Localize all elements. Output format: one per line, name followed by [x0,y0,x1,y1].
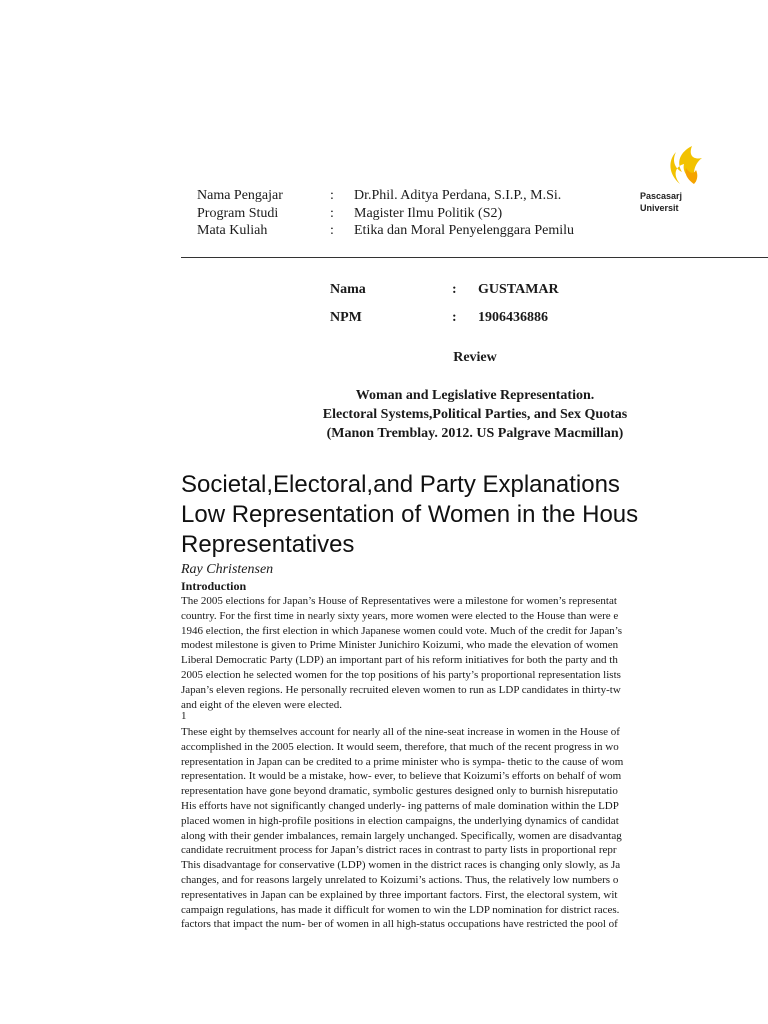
text-line: This disadvantage for conservative (LDP) women in the district races is changing only slowly, as Ja [181,859,621,872]
text-line: factors that impact the num- ber of women in all high-status occupations have restricted the pool of [181,918,618,931]
book-citation: (Manon Tremblay. 2012. US Palgrave Macmillan) [326,426,624,441]
text-line: country. For the first time in nearly sixty years, more women were elected to the House than were e [181,609,619,622]
text-line: representation. It would be a mistake, how- ever, to believe that Koizumi’s efforts on behalf of wom [181,770,622,783]
logo-line-2: Universit [640,203,679,213]
text-line: The 2005 elections for Japan’s House of Representatives were a milestone for women’s representat [181,595,617,607]
student-info [330,276,559,332]
text-line: placed women in high-profile positions in election campaigns, the underlying dynamics of candidat [181,814,619,827]
article-title-line: Representatives [181,531,355,558]
info-label: Mata Kuliah [197,223,268,238]
text-line: 2005 election he selected women for the top positions of his party’s proportional representation lists [181,668,621,681]
info-row-program [197,205,574,223]
student-row-name [330,276,559,304]
flame-logo-icon [662,144,702,188]
text-line: Japan’s eleven regions. He personally recruited eleven women to run as LDP candidates in thirty-tw [181,683,621,696]
course-info [197,187,574,240]
text-line: representation in Japan can be credited to a prime minister who is sympa- thetic to the cause of wom [181,755,624,768]
article-title [181,470,638,560]
text-line: representation have gone beyond dramatic, symbolic gestures designed only to burnish hisreputatio [181,785,618,798]
info-colon: : [330,223,334,238]
student-value: 1906436886 [478,310,548,325]
student-row-npm [330,304,559,332]
text-line: These eight by themselves account for nearly all of the nine-seat increase in women in the House of [181,726,620,738]
book-subtitle: Electoral Systems,Political Parties, and Sex Quotas [322,407,628,422]
info-colon: : [330,188,334,203]
text-line: campaign regulations, has made it difficult for women to win the LDP nomination for district races. [181,903,620,916]
paragraph-2 [181,725,623,932]
logo-text [640,190,682,214]
info-colon: : [330,205,334,221]
text-line: changes, and for reasons largely unrelated to Koizumi’s actions. Thus, the relatively low numbers o [181,873,619,886]
info-label: Program Studi [197,205,279,221]
article-title-line: Low Representation of Women in the Hous [181,501,639,528]
student-colon: : [452,310,457,325]
student-value: GUSTAMAR [478,282,559,297]
student-label: NPM [330,310,362,325]
student-colon: : [452,282,457,297]
text-line: His efforts have not significantly changed underly- ing patterns of male domination within the LDP [181,799,619,812]
article-author: Ray Christensen [181,562,274,577]
text-line: along with their gender imbalances, remain largely unchanged. Specifically, women are disadvantag [181,829,622,842]
footnote-marker: 1 [181,710,187,722]
header-divider [181,257,768,258]
text-line: representatives in Japan can be explained by three important factors. First, the electoral system, wit [181,888,618,901]
text-line: Liberal Democratic Party (LDP) an important part of his reform initiatives for both the party and th [181,654,618,667]
info-row-course [197,222,574,240]
text-line: 1946 election, the first election in which Japanese women could vote. Much of the credit for Japan’s [181,624,623,637]
info-value: Etika dan Moral Penyelenggara Pemilu [354,223,575,238]
review-heading: Review [453,350,497,365]
text-line: and eight of the eleven were elected. [181,698,342,711]
logo-line-1: Pascasarj [640,191,683,201]
text-line: candidate recruitment process for Japan’s district races in contrast to party lists in proportional repr [181,844,617,857]
student-label: Nama [330,282,366,297]
section-heading: Introduction [181,579,247,593]
article-title-line: Societal,Electoral,and Party Explanations [181,471,620,498]
text-line: modest milestone is given to Prime Minister Junichiro Koizumi, who made the elevation of women [181,639,619,652]
university-logo [640,140,768,220]
info-row-lecturer [197,187,574,205]
book-title: Woman and Legislative Representation. [355,388,595,403]
paragraph-1 [181,594,622,712]
info-value: Magister Ilmu Politik (S2) [354,205,503,221]
book-reference [160,386,768,443]
info-value: Dr.Phil. Aditya Perdana, S.I.P., M.Si. [354,188,562,203]
info-label: Nama Pengajar [197,188,283,203]
text-line: accomplished in the 2005 election. It would seem, therefore, that much of the recent progress in wo [181,740,619,753]
